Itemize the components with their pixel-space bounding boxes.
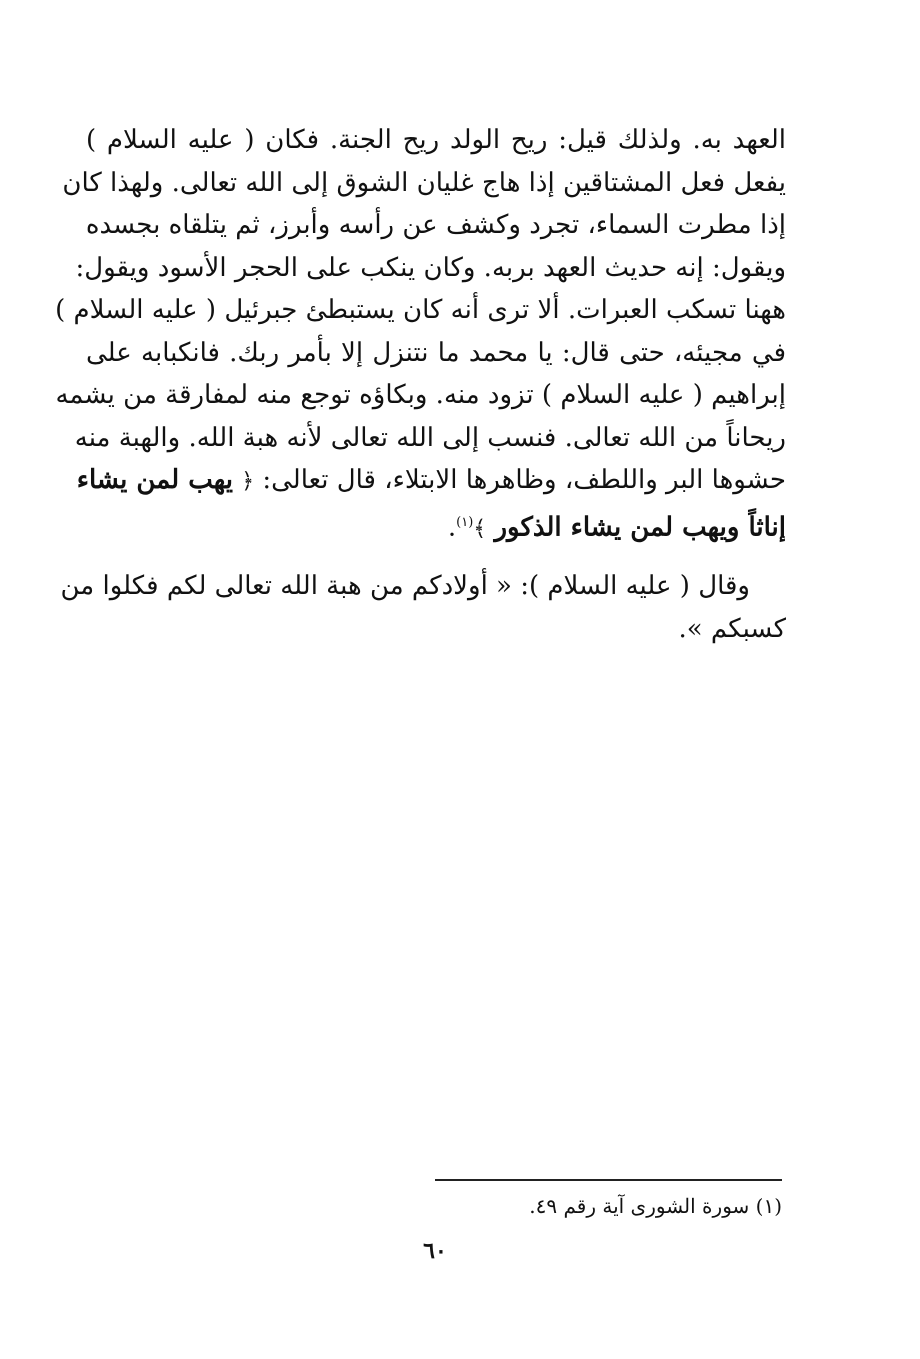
text-line: العهد به. ولذلك قيل: ريح الولد ريح الجنة. فكان ( عليه السلام ) [86,125,786,155]
text-line-verse-end [86,502,786,545]
text-line: إذا مطرت السماء، تجرد وكشف عن رأسه وأبرز، ثم يتلقاه بجسده [85,210,786,240]
quran-verse-part-2: إناثاً ويهب لمن يشاء الذكور [494,512,786,543]
text-line: ههنا تسكب العبرات. ألا ترى أنه كان يستبطئ جبرئيل ( عليه السلام ) [55,295,786,325]
line-end-punctuation: . [447,512,457,543]
text-line: وقال ( عليه السلام ): « أولادكم من هبة الله تعالى لكم فكلوا من [60,571,750,601]
quran-close-bracket: ﴾ [473,516,487,542]
text-line: يفعل فعل المشتاقين إذا هاج غليان الشوق إلى الله تعالى. ولهذا كان [62,167,786,198]
quran-verse-part-1: يهب لمن يشاء [76,465,233,495]
page-number: ٦٠ [423,1238,447,1264]
footnote-text: (١) سورة الشورى آية رقم ٤٩. [529,1194,782,1218]
footnote-reference: (١) [456,514,474,530]
paragraph-2 [60,565,786,650]
footnote-divider [435,1179,782,1181]
paragraph-1 [55,119,786,544]
text-line: إبراهيم ( عليه السلام ) تزود منه. وبكاؤه توجع منه لمفارقة من يشمه [55,380,786,410]
text-line: ويقول: إنه حديث العهد بربه. وكان ينكب على الحجر الأسود ويقول: [75,252,786,283]
text-line: كسبكم ». [678,613,786,644]
text-line-with-verse [76,459,786,502]
text-line: في مجيئه، حتى قال: يا محمد ما نتنزل إلا بأمر ربك. فانكبابه على [86,337,786,368]
text-line: ريحاناً من الله تعالى. فنسب إلى الله تعالى لأنه هبة الله. والهبة منه [74,422,786,453]
line-prefix: حشوها البر واللطف، وظاهرها الابتلاء، قال تعالى: [262,465,786,495]
quran-open-bracket: ﴿ [241,469,255,494]
